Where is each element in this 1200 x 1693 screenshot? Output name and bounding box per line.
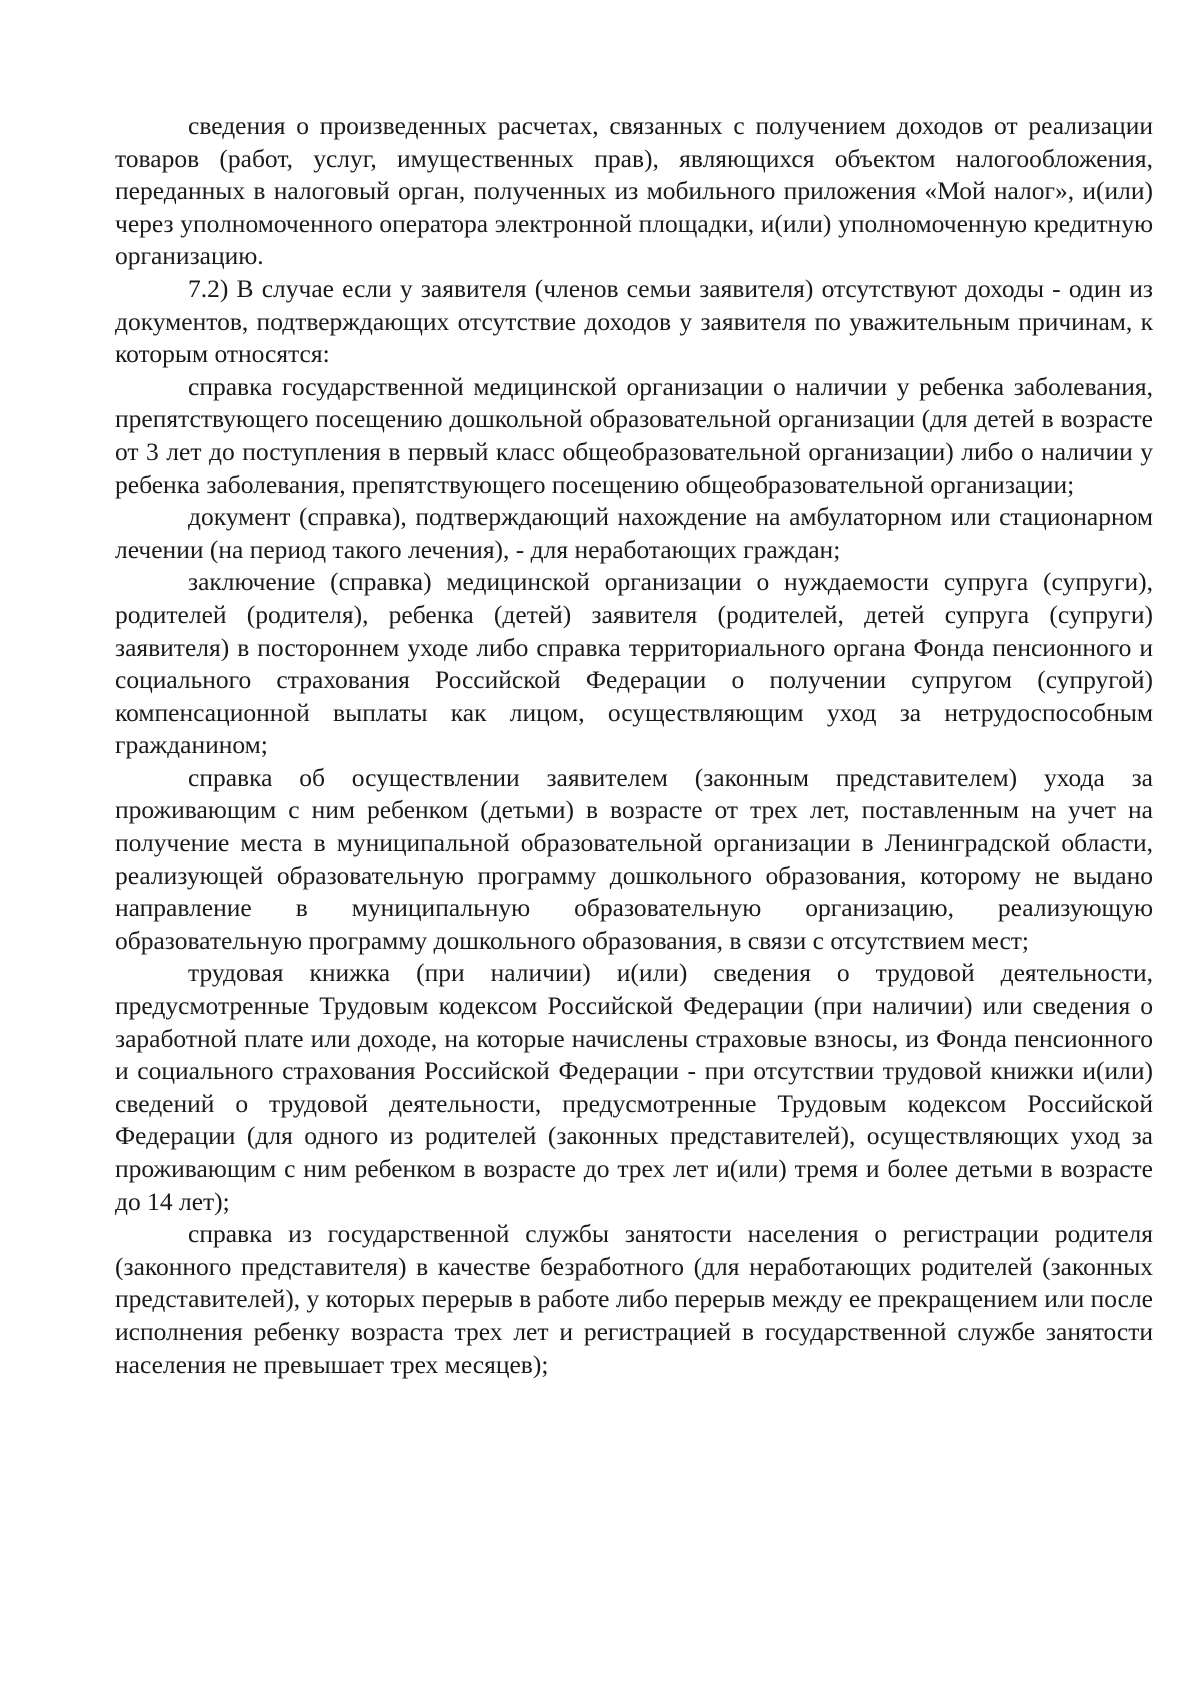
paragraph-employment-record: трудовая книжка (при наличии) и(или) сведения о трудовой деятельности, предусмотренные Трудовым кодексом Российской Федерации (при наличии) или сведения о заработной плате или доходе, на которые начислены страховые взносы, из Фонда пенсионного и социального страхования Российской Федерации - при отсутствии трудовой книжки и(или) сведений о трудовой деятельности, предусмотренные Трудовым кодексом Российской Федерации (для одного из родителей (законных представителей), осуществляющих уход за проживающим с ним ребенком в возрасте до трех лет и(или) тремя и более детьми в возрасте до 14 лет); (115, 958, 1153, 1216)
paragraph-care-need-conclusion: заключение (справка) медицинской организации о нуждаемости супруга (супруги), родителей (родителя), ребенка (детей) заявителя (родителей, детей супруга (супруги) заявителя) в постороннем уходе либо справка территориального органа Фонда пенсионного и социального страхования Российской Федерации о получении супругом (супругой) компенсационной выплаты как лицом, осуществляющим уход за нетрудоспособным гражданином; (115, 567, 1153, 760)
paragraph-unemployment-certificate: справка из государственной службы занятости населения о регистрации родителя (законного представителя) в качестве безработного (для неработающих родителей (законных представителей), у которых перерыв в работе либо перерыв между ее прекращением или после исполнения ребенку возраста трех лет и регистрацией в государственной службе занятости населения не превышает трех месяцев); (115, 1219, 1153, 1379)
paragraph-7-2-no-income: 7.2) В случае если у заявителя (членов семьи заявителя) отсутствуют доходы - один из документов, подтверждающих отсутствие доходов у заявителя по уважительным причинам, к которым относятся: (115, 273, 1153, 369)
document-body (115, 110, 1153, 1381)
paragraph-medical-certificate-child: справка государственной медицинской организации о наличии у ребенка заболевания, препятствующего посещению дошкольной образовательной организации (для детей в возрасте от 3 лет до поступления в первый класс общеобразовательной организации) либо о наличии у ребенка заболевания, препятствующего посещению общеобразовательной организации; (115, 371, 1153, 499)
paragraph-income-settlement-info: сведения о произведенных расчетах, связанных с получением доходов от реализации товаров (работ, услуг, имущественных прав), являющихся объектом налогообложения, переданных в налоговый орган, полученных из мобильного приложения «Мой налог», и(или) через уполномоченного оператора электронной площадки, и(или) уполномоченную кредитную организацию. (115, 111, 1153, 271)
paragraph-treatment-document: документ (справка), подтверждающий нахождение на амбулаторном или стационарном лечении (на период такого лечения), - для неработающих граждан; (115, 502, 1153, 564)
paragraph-childcare-certificate: справка об осуществлении заявителем (законным представителем) ухода за проживающим с ним ребенком (детьми) в возрасте от трех лет, поставленным на учет на получение места в муниципальной образовательной организации в Ленинградской области, реализующей образовательную программу дошкольного образования, которому не выдано направление в муниципальную образовательную организацию, реализующую образовательную программу дошкольного образования, в связи с отсутствием мест; (115, 762, 1153, 955)
